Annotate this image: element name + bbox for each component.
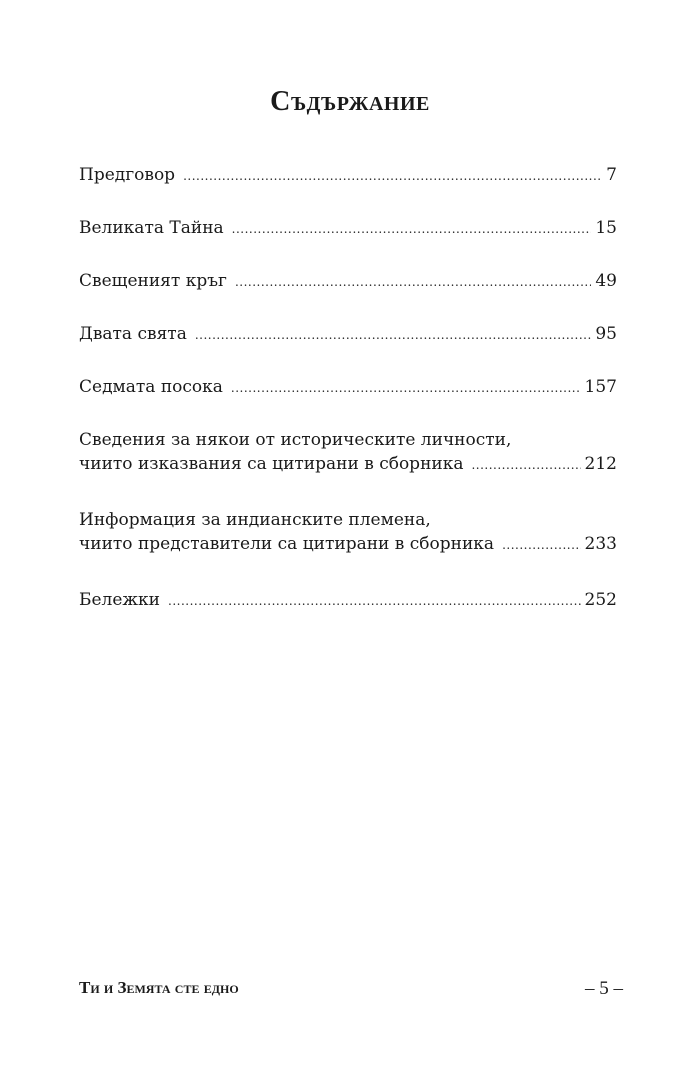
toc-entry-page: 157 [584,377,617,397]
toc-entry-notes[interactable] [79,588,617,613]
toc-entry-title: Информация за индианските племена, [79,510,431,530]
dot-leader [235,269,591,294]
toc-line [79,452,617,477]
toc-entry-page: 233 [584,534,617,554]
toc-line [79,322,617,347]
toc-entry-title: Двата свята [79,324,187,344]
toc-entry-page: 15 [595,218,617,238]
toc-entry-title-continued: чиито представители са цитирани в сборника [79,534,495,554]
toc-entry-preface[interactable] [79,163,617,188]
toc-entry-indian-tribes[interactable] [79,508,617,557]
toc-line [79,532,617,557]
toc-entry-historical-persons[interactable] [79,428,617,477]
dot-leader [502,532,580,557]
toc-entry-page: 212 [584,454,617,474]
toc-entry-sacred-circle[interactable] [79,269,617,294]
toc-line [79,375,617,400]
toc-entry-title: Великата Тайна [79,218,224,238]
page-footer [79,978,623,1000]
dot-leader [471,452,580,477]
toc-entry-page: 49 [595,271,617,291]
page-title: Съдържание [270,86,430,117]
toc-line [79,269,617,294]
toc-entry-two-worlds[interactable] [79,322,617,347]
toc-entry-page: 252 [584,590,617,610]
toc-entry-great-mystery[interactable] [79,216,617,241]
toc-entry-title-continued: чиито изказвания са цитирани в сборника [79,454,464,474]
toc-line [79,163,617,188]
toc-line [79,216,617,241]
dot-leader [231,375,581,400]
toc-entry-page: 95 [595,324,617,344]
toc-entry-title: Предговор [79,165,176,185]
running-title: Ти и Земята сте едно [79,978,239,997]
dot-leader [232,216,592,241]
dot-leader [183,163,602,188]
toc-entry-page: 7 [606,165,617,185]
toc-line [79,428,617,452]
dot-leader [195,322,592,347]
table-of-contents [79,163,617,641]
toc-line [79,508,617,532]
toc-entry-title: Бележки [79,590,161,610]
page-number: – 5 – [585,978,623,999]
toc-line [79,588,617,613]
toc-entry-title: Седмата посока [79,377,223,397]
toc-entry-title: Свещеният кръг [79,271,227,291]
dot-leader [168,588,581,613]
toc-entry-title: Сведения за някои от историческите личности, [79,430,512,450]
toc-entry-seventh-direction[interactable] [79,375,617,400]
